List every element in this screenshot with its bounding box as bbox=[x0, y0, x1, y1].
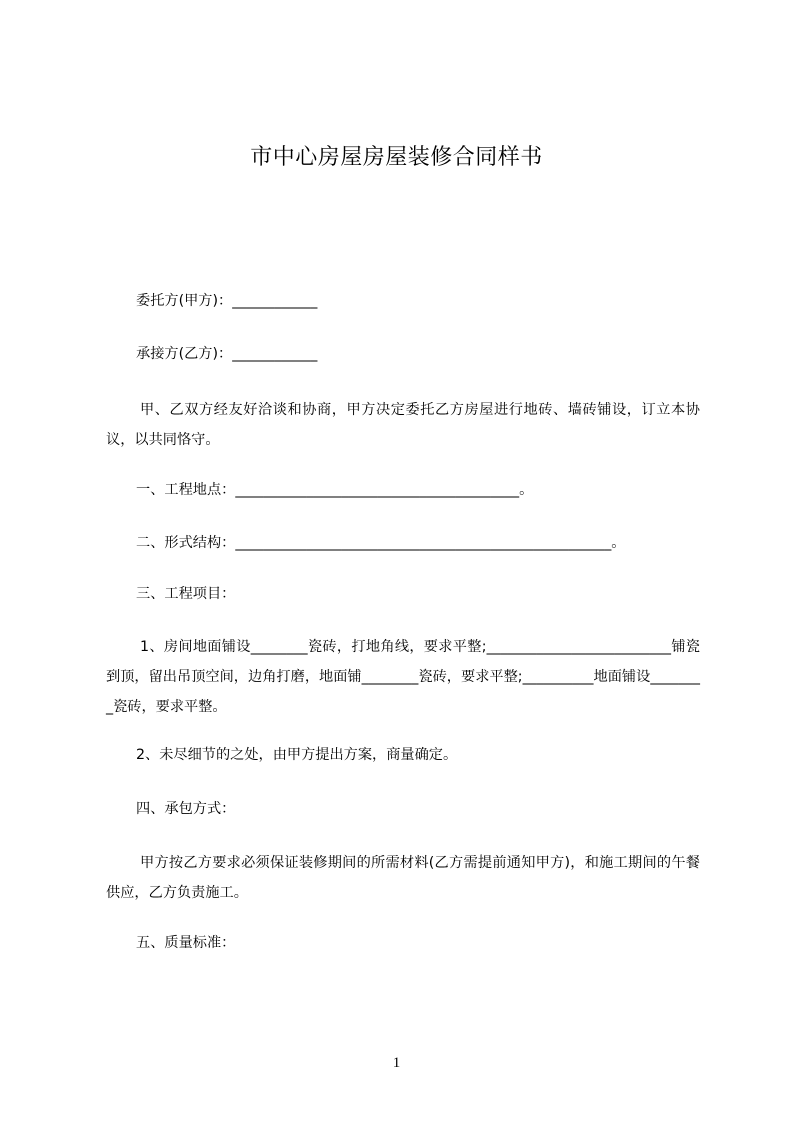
section-1-location: 一、工程地点：________________________________________。 bbox=[136, 482, 534, 498]
section-2-structure: 二、形式结构：_____________________________________________________。 bbox=[136, 535, 626, 551]
section-3-heading: 三、工程项目： bbox=[136, 586, 236, 602]
party-a-line: 委托方(甲方)：____________ bbox=[136, 293, 318, 309]
document-title: 市中心房屋房屋装修合同样书 bbox=[250, 145, 543, 170]
item-2-paragraph: 2、未尽细节的之处，由甲方提出方案，商量确定。 bbox=[136, 747, 458, 763]
intro-paragraph: 甲、乙双方经友好洽谈和协商，甲方决定委托乙方房屋进行地砖、墙砖铺设，订立本协议，以共同恪守。 bbox=[106, 402, 700, 448]
party-b-line: 承接方(乙方)：____________ bbox=[136, 346, 318, 362]
section-5-heading: 五、质量标准： bbox=[136, 935, 236, 951]
page-number: 1 bbox=[392, 1055, 401, 1071]
section-4-heading: 四、承包方式： bbox=[136, 801, 236, 817]
section-4-body: 甲方按乙方要求必须保证装修期间的所需材料(乙方需提前通知甲方)，和施工期间的午餐供应，乙方负责施工。 bbox=[106, 855, 700, 901]
item-1-paragraph: 1、房间地面铺设________瓷砖，打地角线，要求平整;__________________________铺瓷到顶，留出吊顶空间，边角打磨，地面铺________瓷砖，要求平整;__________地面铺设________瓷砖，要求平整。 bbox=[106, 639, 700, 715]
